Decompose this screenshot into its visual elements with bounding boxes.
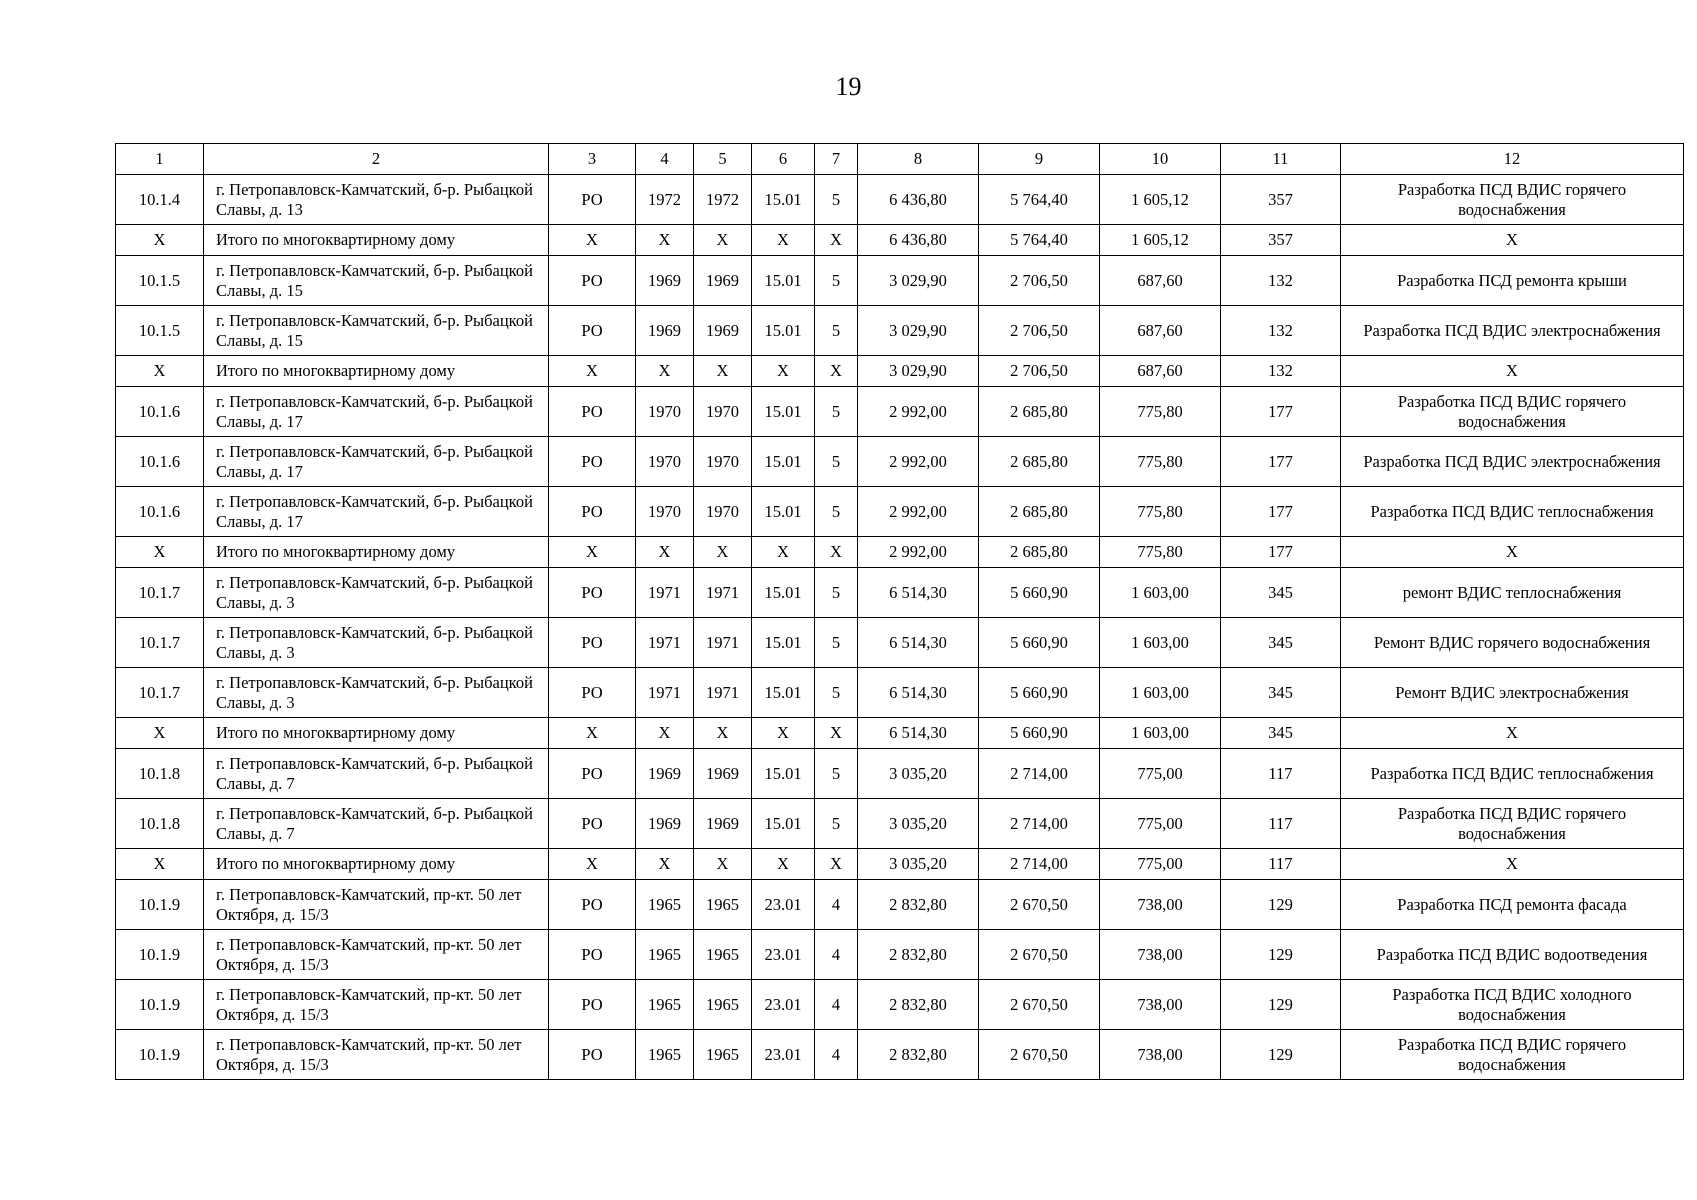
cell-nonliving-area: 775,00: [1100, 799, 1221, 849]
cell-year-built: 1971: [636, 618, 694, 668]
cell-residents: 177: [1221, 387, 1341, 437]
total-row: [116, 356, 1684, 387]
cell-total-area: 2 832,80: [858, 980, 979, 1030]
cell-residents: 132: [1221, 356, 1341, 387]
cell-address: Итого по многоквартирному дому: [204, 537, 549, 568]
cell-work-type: X: [1341, 356, 1684, 387]
cell-date-code: 23.01: [752, 980, 815, 1030]
total-row: [116, 849, 1684, 880]
total-row: [116, 537, 1684, 568]
cell-year-commissioned: X: [694, 718, 752, 749]
cell-item-number: X: [116, 718, 204, 749]
cell-residents: 345: [1221, 568, 1341, 618]
cell-work-type: Разработка ПСД ВДИС горячего водоснабжения: [1341, 175, 1684, 225]
cell-floors: 4: [815, 880, 858, 930]
header-cell: 6: [752, 144, 815, 175]
cell-residents: 345: [1221, 618, 1341, 668]
cell-residents: 177: [1221, 537, 1341, 568]
header-cell: 7: [815, 144, 858, 175]
cell-floors: X: [815, 849, 858, 880]
cell-total-area: 6 514,30: [858, 668, 979, 718]
cell-date-code: 15.01: [752, 387, 815, 437]
header-cell: 11: [1221, 144, 1341, 175]
cell-nonliving-area: 738,00: [1100, 880, 1221, 930]
cell-total-area: 2 992,00: [858, 437, 979, 487]
cell-date-code: 15.01: [752, 799, 815, 849]
cell-work-type: Разработка ПСД ВДИС электроснабжения: [1341, 306, 1684, 356]
cell-year-commissioned: 1970: [694, 387, 752, 437]
cell-total-area: 6 514,30: [858, 618, 979, 668]
cell-date-code: X: [752, 718, 815, 749]
cell-year-built: 1969: [636, 256, 694, 306]
cell-total-area: 3 035,20: [858, 849, 979, 880]
cell-address: г. Петропавловск-Камчатский, пр-кт. 50 лет Октября, д. 15/3: [204, 980, 549, 1030]
table-row: [116, 437, 1684, 487]
cell-living-area: 2 685,80: [979, 387, 1100, 437]
header-cell: 12: [1341, 144, 1684, 175]
cell-living-area: 2 706,50: [979, 256, 1100, 306]
table-row: [116, 306, 1684, 356]
header-cell: 2: [204, 144, 549, 175]
cell-year-commissioned: X: [694, 537, 752, 568]
cell-work-type: Разработка ПСД ВДИС водоотведения: [1341, 930, 1684, 980]
cell-living-area: 2 714,00: [979, 749, 1100, 799]
cell-address: Итого по многоквартирному дому: [204, 225, 549, 256]
cell-residents: 129: [1221, 980, 1341, 1030]
cell-owner-type: РО: [549, 306, 636, 356]
cell-work-type: X: [1341, 225, 1684, 256]
cell-year-built: X: [636, 356, 694, 387]
cell-item-number: 10.1.9: [116, 930, 204, 980]
cell-total-area: 6 514,30: [858, 568, 979, 618]
cell-year-commissioned: 1970: [694, 437, 752, 487]
cell-work-type: X: [1341, 849, 1684, 880]
cell-nonliving-area: 1 603,00: [1100, 668, 1221, 718]
cell-address: г. Петропавловск-Камчатский, б-р. Рыбацкой Славы, д. 15: [204, 306, 549, 356]
cell-year-built: 1970: [636, 487, 694, 537]
cell-living-area: 2 685,80: [979, 537, 1100, 568]
cell-floors: X: [815, 718, 858, 749]
cell-owner-type: X: [549, 537, 636, 568]
cell-address: г. Петропавловск-Камчатский, б-р. Рыбацкой Славы, д. 3: [204, 668, 549, 718]
cell-residents: 117: [1221, 799, 1341, 849]
cell-living-area: 5 764,40: [979, 225, 1100, 256]
cell-floors: 5: [815, 487, 858, 537]
cell-work-type: Ремонт ВДИС электроснабжения: [1341, 668, 1684, 718]
cell-total-area: 2 992,00: [858, 537, 979, 568]
header-cell: 3: [549, 144, 636, 175]
cell-residents: 117: [1221, 849, 1341, 880]
cell-year-built: 1970: [636, 437, 694, 487]
header-row: [116, 144, 1684, 175]
cell-year-commissioned: X: [694, 356, 752, 387]
cell-item-number: X: [116, 225, 204, 256]
cell-address: Итого по многоквартирному дому: [204, 356, 549, 387]
cell-owner-type: РО: [549, 437, 636, 487]
cell-owner-type: РО: [549, 387, 636, 437]
cell-item-number: 10.1.9: [116, 1030, 204, 1080]
cell-date-code: X: [752, 849, 815, 880]
cell-residents: 177: [1221, 487, 1341, 537]
cell-owner-type: РО: [549, 256, 636, 306]
cell-residents: 129: [1221, 880, 1341, 930]
cell-total-area: 3 035,20: [858, 749, 979, 799]
cell-item-number: 10.1.6: [116, 437, 204, 487]
cell-item-number: 10.1.5: [116, 306, 204, 356]
cell-address: г. Петропавловск-Камчатский, б-р. Рыбацкой Славы, д. 17: [204, 437, 549, 487]
cell-owner-type: РО: [549, 568, 636, 618]
cell-total-area: 2 832,80: [858, 1030, 979, 1080]
cell-owner-type: РО: [549, 175, 636, 225]
cell-date-code: 15.01: [752, 437, 815, 487]
cell-nonliving-area: 1 603,00: [1100, 618, 1221, 668]
cell-work-type: Разработка ПСД ВДИС теплоснабжения: [1341, 487, 1684, 537]
cell-address: г. Петропавловск-Камчатский, б-р. Рыбацкой Славы, д. 17: [204, 487, 549, 537]
table-body: [116, 144, 1684, 1080]
cell-living-area: 2 706,50: [979, 306, 1100, 356]
header-cell: 9: [979, 144, 1100, 175]
cell-residents: 129: [1221, 930, 1341, 980]
cell-owner-type: X: [549, 356, 636, 387]
cell-address: г. Петропавловск-Камчатский, б-р. Рыбацкой Славы, д. 3: [204, 568, 549, 618]
cell-address: г. Петропавловск-Камчатский, б-р. Рыбацкой Славы, д. 7: [204, 799, 549, 849]
cell-nonliving-area: 1 605,12: [1100, 225, 1221, 256]
cell-year-commissioned: 1972: [694, 175, 752, 225]
cell-floors: 5: [815, 387, 858, 437]
cell-work-type: Ремонт ВДИС горячего водоснабжения: [1341, 618, 1684, 668]
cell-owner-type: РО: [549, 799, 636, 849]
cell-total-area: 2 832,80: [858, 930, 979, 980]
cell-residents: 345: [1221, 668, 1341, 718]
cell-year-commissioned: 1969: [694, 256, 752, 306]
cell-year-built: X: [636, 718, 694, 749]
cell-owner-type: X: [549, 849, 636, 880]
cell-year-commissioned: 1971: [694, 568, 752, 618]
cell-year-built: X: [636, 225, 694, 256]
cell-date-code: 23.01: [752, 930, 815, 980]
cell-living-area: 2 670,50: [979, 1030, 1100, 1080]
cell-owner-type: X: [549, 718, 636, 749]
cell-date-code: 15.01: [752, 568, 815, 618]
cell-address: г. Петропавловск-Камчатский, пр-кт. 50 лет Октября, д. 15/3: [204, 1030, 549, 1080]
table-row: [116, 749, 1684, 799]
cell-total-area: 3 029,90: [858, 306, 979, 356]
cell-year-commissioned: 1970: [694, 487, 752, 537]
cell-year-commissioned: 1971: [694, 618, 752, 668]
header-cell: 10: [1100, 144, 1221, 175]
cell-year-built: 1971: [636, 568, 694, 618]
cell-item-number: 10.1.9: [116, 980, 204, 1030]
cell-work-type: X: [1341, 537, 1684, 568]
table-row: [116, 668, 1684, 718]
cell-owner-type: РО: [549, 1030, 636, 1080]
cell-owner-type: РО: [549, 487, 636, 537]
cell-owner-type: РО: [549, 980, 636, 1030]
cell-residents: 357: [1221, 175, 1341, 225]
cell-nonliving-area: 775,80: [1100, 537, 1221, 568]
cell-floors: 5: [815, 437, 858, 487]
cell-living-area: 5 764,40: [979, 175, 1100, 225]
cell-item-number: 10.1.9: [116, 880, 204, 930]
cell-nonliving-area: 687,60: [1100, 356, 1221, 387]
cell-item-number: 10.1.8: [116, 799, 204, 849]
cell-item-number: X: [116, 356, 204, 387]
cell-date-code: 15.01: [752, 618, 815, 668]
cell-year-commissioned: 1969: [694, 306, 752, 356]
cell-item-number: 10.1.6: [116, 387, 204, 437]
cell-total-area: 3 035,20: [858, 799, 979, 849]
cell-floors: 5: [815, 175, 858, 225]
header-cell: 1: [116, 144, 204, 175]
cell-nonliving-area: 775,80: [1100, 487, 1221, 537]
cell-living-area: 2 706,50: [979, 356, 1100, 387]
cell-floors: X: [815, 537, 858, 568]
table-row: [116, 980, 1684, 1030]
cell-residents: 132: [1221, 256, 1341, 306]
cell-living-area: 2 714,00: [979, 849, 1100, 880]
cell-item-number: 10.1.7: [116, 668, 204, 718]
cell-owner-type: РО: [549, 749, 636, 799]
cell-nonliving-area: 775,00: [1100, 749, 1221, 799]
table-row: [116, 387, 1684, 437]
table-row: [116, 487, 1684, 537]
cell-owner-type: X: [549, 225, 636, 256]
cell-item-number: 10.1.4: [116, 175, 204, 225]
cell-item-number: 10.1.7: [116, 618, 204, 668]
cell-total-area: 2 832,80: [858, 880, 979, 930]
cell-year-built: 1971: [636, 668, 694, 718]
cell-year-commissioned: 1965: [694, 980, 752, 1030]
cell-total-area: 6 436,80: [858, 175, 979, 225]
cell-floors: 5: [815, 306, 858, 356]
cell-floors: X: [815, 225, 858, 256]
cell-floors: 5: [815, 618, 858, 668]
cell-year-commissioned: 1965: [694, 880, 752, 930]
cell-date-code: 23.01: [752, 880, 815, 930]
cell-year-commissioned: 1969: [694, 749, 752, 799]
cell-nonliving-area: 775,00: [1100, 849, 1221, 880]
cell-total-area: 2 992,00: [858, 487, 979, 537]
cell-living-area: 5 660,90: [979, 668, 1100, 718]
cell-year-built: 1969: [636, 799, 694, 849]
cell-residents: 345: [1221, 718, 1341, 749]
cell-living-area: 2 685,80: [979, 487, 1100, 537]
cell-year-built: X: [636, 537, 694, 568]
cell-address: г. Петропавловск-Камчатский, б-р. Рыбацкой Славы, д. 15: [204, 256, 549, 306]
cell-living-area: 2 685,80: [979, 437, 1100, 487]
cell-address: г. Петропавловск-Камчатский, пр-кт. 50 лет Октября, д. 15/3: [204, 880, 549, 930]
page-number: 19: [835, 72, 862, 101]
cell-date-code: 15.01: [752, 175, 815, 225]
cell-address: г. Петропавловск-Камчатский, б-р. Рыбацкой Славы, д. 3: [204, 618, 549, 668]
table-row: [116, 880, 1684, 930]
cell-residents: 129: [1221, 1030, 1341, 1080]
cell-nonliving-area: 775,80: [1100, 437, 1221, 487]
table-row: [116, 799, 1684, 849]
cell-year-commissioned: 1969: [694, 799, 752, 849]
table-row: [116, 618, 1684, 668]
cell-living-area: 2 670,50: [979, 880, 1100, 930]
cell-date-code: 15.01: [752, 487, 815, 537]
cell-date-code: X: [752, 356, 815, 387]
cell-nonliving-area: 687,60: [1100, 256, 1221, 306]
cell-work-type: Разработка ПСД ремонта крыши: [1341, 256, 1684, 306]
cell-date-code: 15.01: [752, 668, 815, 718]
cell-living-area: 2 670,50: [979, 980, 1100, 1030]
cell-residents: 357: [1221, 225, 1341, 256]
cell-work-type: ремонт ВДИС теплоснабжения: [1341, 568, 1684, 618]
cell-work-type: Разработка ПСД ВДИС холодного водоснабжения: [1341, 980, 1684, 1030]
cell-floors: 5: [815, 256, 858, 306]
cell-work-type: Разработка ПСД ВДИС горячего водоснабжения: [1341, 799, 1684, 849]
cell-date-code: 15.01: [752, 306, 815, 356]
cell-date-code: X: [752, 537, 815, 568]
cell-owner-type: РО: [549, 880, 636, 930]
cell-year-built: 1972: [636, 175, 694, 225]
cell-residents: 177: [1221, 437, 1341, 487]
table-row: [116, 568, 1684, 618]
cell-address: г. Петропавловск-Камчатский, пр-кт. 50 лет Октября, д. 15/3: [204, 930, 549, 980]
cell-year-commissioned: 1971: [694, 668, 752, 718]
cell-total-area: 2 992,00: [858, 387, 979, 437]
cell-work-type: Разработка ПСД ВДИС горячего водоснабжения: [1341, 387, 1684, 437]
header-cell: 8: [858, 144, 979, 175]
cell-total-area: 6 514,30: [858, 718, 979, 749]
cell-nonliving-area: 687,60: [1100, 306, 1221, 356]
cell-work-type: Разработка ПСД ВДИС электроснабжения: [1341, 437, 1684, 487]
cell-residents: 117: [1221, 749, 1341, 799]
cell-item-number: 10.1.7: [116, 568, 204, 618]
total-row: [116, 718, 1684, 749]
cell-living-area: 5 660,90: [979, 718, 1100, 749]
cell-date-code: X: [752, 225, 815, 256]
table-row: [116, 930, 1684, 980]
cell-address: Итого по многоквартирному дому: [204, 849, 549, 880]
cell-total-area: 6 436,80: [858, 225, 979, 256]
cell-residents: 132: [1221, 306, 1341, 356]
cell-address: г. Петропавловск-Камчатский, б-р. Рыбацкой Славы, д. 13: [204, 175, 549, 225]
cell-item-number: X: [116, 537, 204, 568]
cell-floors: 4: [815, 980, 858, 1030]
header-cell: 5: [694, 144, 752, 175]
cell-nonliving-area: 1 603,00: [1100, 718, 1221, 749]
cell-year-built: 1965: [636, 980, 694, 1030]
cell-work-type: Разработка ПСД ВДИС горячего водоснабжения: [1341, 1030, 1684, 1080]
cell-total-area: 3 029,90: [858, 356, 979, 387]
cell-floors: 5: [815, 568, 858, 618]
cell-floors: 5: [815, 749, 858, 799]
cell-date-code: 15.01: [752, 749, 815, 799]
cell-address: г. Петропавловск-Камчатский, б-р. Рыбацкой Славы, д. 17: [204, 387, 549, 437]
cell-floors: X: [815, 356, 858, 387]
cell-item-number: 10.1.8: [116, 749, 204, 799]
cell-year-built: 1969: [636, 749, 694, 799]
table-row: [116, 1030, 1684, 1080]
cell-year-commissioned: 1965: [694, 1030, 752, 1080]
cell-address: Итого по многоквартирному дому: [204, 718, 549, 749]
cell-nonliving-area: 738,00: [1100, 930, 1221, 980]
cell-floors: 4: [815, 930, 858, 980]
cell-date-code: 15.01: [752, 256, 815, 306]
cell-floors: 5: [815, 799, 858, 849]
cell-living-area: 2 714,00: [979, 799, 1100, 849]
cell-item-number: 10.1.6: [116, 487, 204, 537]
cell-date-code: 23.01: [752, 1030, 815, 1080]
cell-year-commissioned: 1965: [694, 930, 752, 980]
cell-owner-type: РО: [549, 618, 636, 668]
cell-year-built: X: [636, 849, 694, 880]
cell-year-built: 1965: [636, 880, 694, 930]
cell-year-commissioned: X: [694, 849, 752, 880]
cell-living-area: 5 660,90: [979, 568, 1100, 618]
total-row: [116, 225, 1684, 256]
cell-nonliving-area: 738,00: [1100, 980, 1221, 1030]
table-row: [116, 175, 1684, 225]
cell-nonliving-area: 1 603,00: [1100, 568, 1221, 618]
cell-floors: 5: [815, 668, 858, 718]
cell-year-built: 1969: [636, 306, 694, 356]
cell-nonliving-area: 1 605,12: [1100, 175, 1221, 225]
cell-item-number: 10.1.5: [116, 256, 204, 306]
cell-year-commissioned: X: [694, 225, 752, 256]
cell-year-built: 1965: [636, 1030, 694, 1080]
cell-item-number: X: [116, 849, 204, 880]
works-table: [115, 143, 1684, 1080]
cell-living-area: 5 660,90: [979, 618, 1100, 668]
cell-floors: 4: [815, 1030, 858, 1080]
cell-nonliving-area: 775,80: [1100, 387, 1221, 437]
cell-owner-type: РО: [549, 930, 636, 980]
cell-address: г. Петропавловск-Камчатский, б-р. Рыбацкой Славы, д. 7: [204, 749, 549, 799]
table-row: [116, 256, 1684, 306]
cell-total-area: 3 029,90: [858, 256, 979, 306]
cell-owner-type: РО: [549, 668, 636, 718]
cell-work-type: Разработка ПСД ремонта фасада: [1341, 880, 1684, 930]
cell-living-area: 2 670,50: [979, 930, 1100, 980]
cell-work-type: X: [1341, 718, 1684, 749]
cell-year-built: 1965: [636, 930, 694, 980]
cell-nonliving-area: 738,00: [1100, 1030, 1221, 1080]
cell-year-built: 1970: [636, 387, 694, 437]
header-cell: 4: [636, 144, 694, 175]
cell-work-type: Разработка ПСД ВДИС теплоснабжения: [1341, 749, 1684, 799]
